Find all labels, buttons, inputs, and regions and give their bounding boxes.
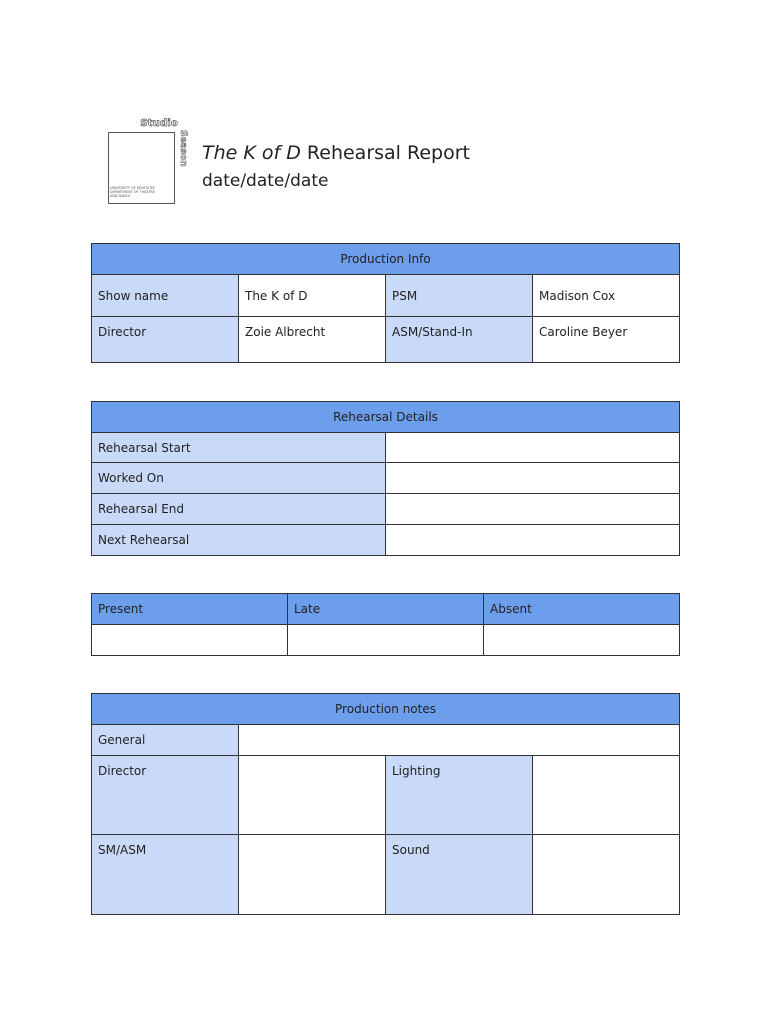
present-heading: Present — [92, 594, 288, 625]
asm-label: ASM/Stand-In — [386, 317, 533, 363]
present-value[interactable] — [92, 625, 288, 656]
show-name-value[interactable]: The K of D — [239, 275, 386, 317]
rehearsal-details-heading: Rehearsal Details — [92, 402, 680, 433]
director-notes-value[interactable] — [239, 756, 386, 835]
asm-value[interactable]: Caroline Beyer — [533, 317, 680, 363]
psm-label: PSM — [386, 275, 533, 317]
rehearsal-end-value[interactable] — [386, 494, 680, 525]
rehearsal-details-table — [91, 401, 680, 556]
production-info-table — [91, 243, 680, 363]
absent-value[interactable] — [484, 625, 680, 656]
production-notes-heading: Production notes — [92, 694, 680, 725]
sm-asm-notes-label: SM/ASM — [92, 835, 239, 915]
psm-value[interactable]: Madison Cox — [533, 275, 680, 317]
show-title-italic: The K of D — [202, 142, 301, 164]
late-heading: Late — [288, 594, 484, 625]
worked-on-value[interactable] — [386, 463, 680, 494]
director-notes-label: Director — [92, 756, 239, 835]
worked-on-label: Worked On — [92, 463, 386, 494]
report-title — [202, 142, 470, 164]
logo-studio-text: Studio — [140, 118, 178, 129]
rehearsal-end-label: Rehearsal End — [92, 494, 386, 525]
report-date: date/date/date — [202, 171, 329, 191]
director-value[interactable]: Zoie Albrecht — [239, 317, 386, 363]
sound-notes-value[interactable] — [533, 835, 680, 915]
sound-notes-label: Sound — [386, 835, 533, 915]
next-rehearsal-value[interactable] — [386, 525, 680, 556]
logo-department-text: UNIVERSITY OF KENTUCKY DEPARTMENT OF THEATRE AND DANCE — [110, 186, 155, 198]
general-value[interactable] — [239, 725, 680, 756]
general-label: General — [92, 725, 239, 756]
rehearsal-start-value[interactable] — [386, 433, 680, 463]
director-label: Director — [92, 317, 239, 363]
next-rehearsal-label: Next Rehearsal — [92, 525, 386, 556]
attendance-table — [91, 593, 680, 656]
lighting-notes-label: Lighting — [386, 756, 533, 835]
show-name-label: Show name — [92, 275, 239, 317]
late-value[interactable] — [288, 625, 484, 656]
sm-asm-notes-value[interactable] — [239, 835, 386, 915]
report-title-rest: Rehearsal Report — [306, 142, 470, 164]
rehearsal-start-label: Rehearsal Start — [92, 433, 386, 463]
production-notes-table — [91, 693, 680, 915]
absent-heading: Absent — [484, 594, 680, 625]
logo-season-text: Season — [178, 130, 188, 167]
production-info-heading: Production Info — [92, 244, 680, 275]
lighting-notes-value[interactable] — [533, 756, 680, 835]
studio-season-logo — [96, 118, 188, 214]
